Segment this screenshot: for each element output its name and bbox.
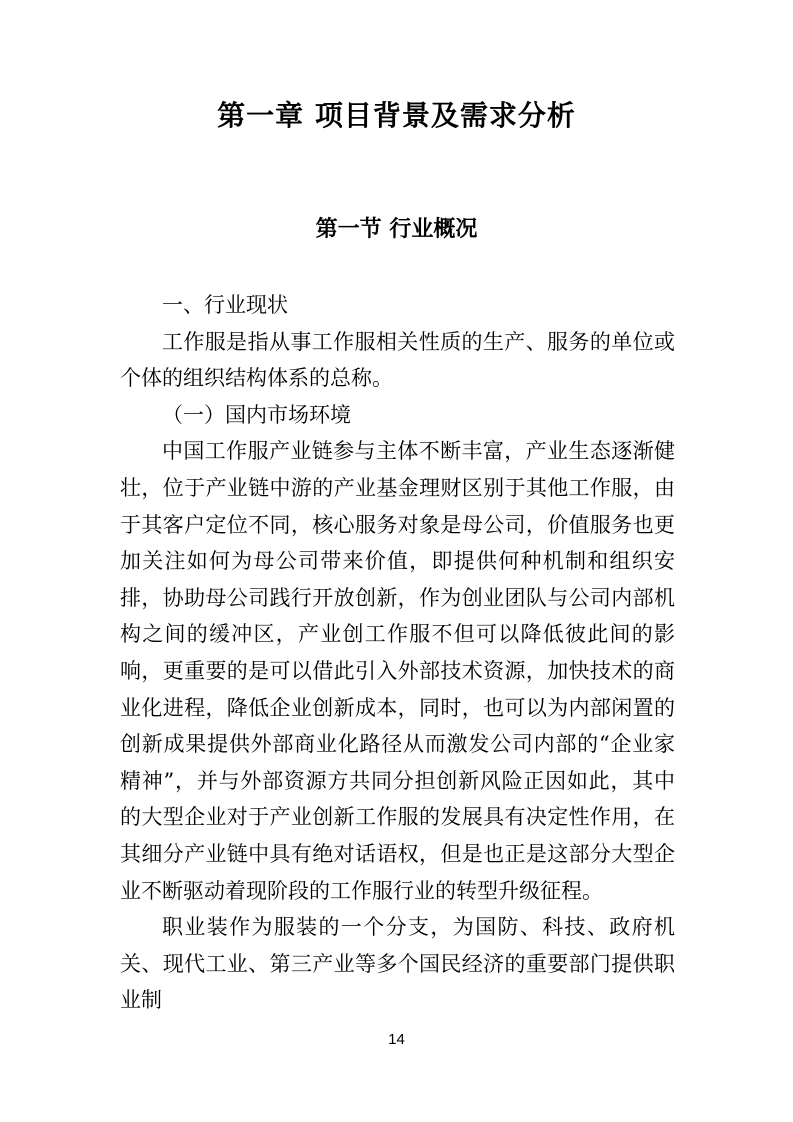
heading-industry-status: 一、行业现状 xyxy=(162,293,288,317)
section-title: 第一节 行业概况 xyxy=(315,217,478,242)
body-text xyxy=(120,287,675,1019)
chapter-title: 第一章 项目背景及需求分析 xyxy=(217,99,576,132)
paragraph-industry-chain: 中国工作服产业链参与主体不断丰富，产业生态逐渐健壮，位于产业链中游的产业基金理财区别于其他工作服，由于其客户定位不同，核心服务对象是母公司，价值服务也更加关注如何为母公司带来价值，即提供何种机制和组织安排，协助母公司践行开放创新，作为创业团队与公司内部机构之间的缓冲区，产业创工作服不但可以降低彼此间的影响，更重要的是可以借此引入外部技术资源，加快技术的商业化进程，降低企业创新成本，同时，也可以为内部闲置的创新成果提供外部商业化路径从而激发公司内部的“企业家精神”，并与外部资源方共同分担创新风险正因如此，其中的大型企业对于产业创新工作服的发展具有决定性作用，在其细分产业链中具有绝对话语权，但是也正是这部分大型企业不断驱动着现阶段的工作服行业的转型升级征程。 xyxy=(120,439,675,903)
paragraph-definition: 工作服是指从事工作服相关性质的生产、服务的单位或个体的组织结构体系的总称。 xyxy=(120,329,675,391)
subheading-domestic-market: （一）国内市场环境 xyxy=(162,402,351,427)
page-number: 14 xyxy=(388,1031,405,1048)
paragraph-professional-wear: 职业装作为服装的一个分支，为国防、科技、政府机关、现代工业、第三产业等多个国民经济的重要部门提供职业制 xyxy=(120,915,675,1013)
